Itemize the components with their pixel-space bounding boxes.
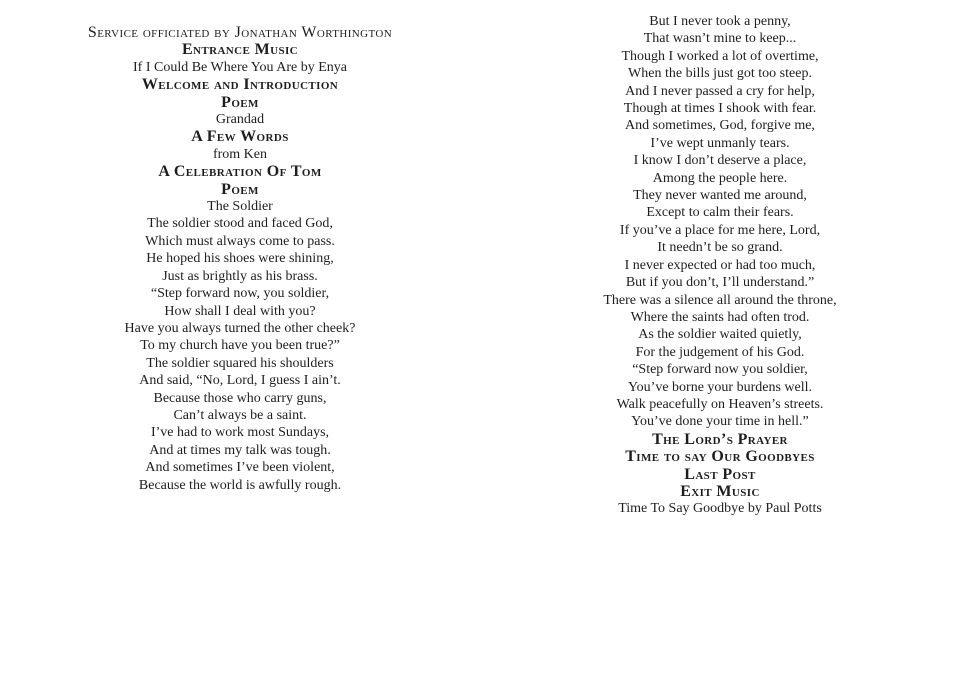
poem-line: They never wanted me around, [633, 188, 807, 204]
section-poem-the-soldier [0, 181, 480, 216]
poem-stanza [480, 13, 960, 83]
poem-stanza [480, 83, 960, 153]
poem-line: Though I worked a lot of overtime, [621, 48, 819, 64]
section-time-to-say-goodbyes [480, 448, 960, 465]
poem-line: Except to calm their fears. [646, 205, 794, 221]
poem-stanza [0, 215, 480, 285]
poem-line: I know I don’t deserve a place, [633, 153, 807, 169]
section-heading: Time to say Our Goodbyes [625, 448, 815, 466]
section-heading: Poem [221, 93, 259, 111]
section-detail: If I Could Be Where You Are by Enya [133, 59, 347, 75]
poem-line: “Step forward now you soldier, [632, 362, 808, 378]
poem-line: He hoped his shoes were shining, [146, 251, 334, 267]
poem-line: If you’ve a place for me here, Lord, [619, 222, 821, 238]
poem-stanza [480, 361, 960, 431]
right-page [480, 0, 960, 679]
officiant-line: Service officiated by Jonathan Worthington [87, 24, 393, 41]
poem-line: The soldier stood and faced God, [147, 216, 333, 232]
poem-line: There was a silence all around the throne, [603, 292, 837, 308]
section-heading: Poem [221, 180, 259, 198]
poem-line: And I never passed a cry for help, [625, 83, 815, 99]
poem-line: But if you don’t, I’ll understand.” [625, 275, 815, 291]
poem-line: As the soldier waited quietly, [638, 327, 802, 343]
section-welcome-introduction [0, 76, 480, 93]
poem-line: You’ve borne your burdens well. [627, 379, 813, 395]
poem-line: When the bills just got too steep. [628, 66, 812, 82]
poem-line: And at times my talk was tough. [149, 442, 331, 458]
section-detail: Grandad [215, 112, 265, 128]
section-detail: The Soldier [207, 199, 273, 215]
section-lords-prayer [480, 431, 960, 448]
poem-line: I never expected or had too much, [624, 257, 816, 273]
section-entrance-music [0, 41, 480, 76]
section-heading: A Celebration Of Tom [158, 163, 322, 181]
poem-line: Walk peacefully on Heaven’s streets. [616, 396, 824, 412]
poem-line: That wasn’t mine to keep... [643, 31, 797, 47]
poem-line: For the judgement of his God. [635, 344, 805, 360]
poem-line: The soldier squared his shoulders [146, 355, 334, 371]
poem-line: And sometimes, God, forgive me, [625, 118, 815, 134]
poem-stanza [480, 222, 960, 292]
poem-line: “Step forward now, you soldier, [150, 286, 330, 302]
poem-stanza [480, 152, 960, 222]
poem-line: Because the world is awfully rough. [138, 477, 342, 493]
poem-line: And sometimes I’ve been violent, [145, 460, 335, 476]
poem-line: Though at times I shook with fear. [623, 101, 817, 117]
poem-line: I’ve wept unmanly tears. [650, 135, 790, 151]
poem-stanza [0, 424, 480, 494]
section-heading: Entrance Music [181, 41, 299, 59]
section-poem-grandad [0, 94, 480, 129]
poem-line: Just as brightly as his brass. [162, 268, 318, 284]
poem-line: How shall I deal with you? [164, 303, 316, 319]
poem-line: Where the saints had often trod. [630, 309, 810, 325]
poem-line: But I never took a penny, [649, 14, 791, 29]
poem-line: Because those who carry guns, [153, 390, 327, 406]
section-heading: Last Post [684, 465, 756, 483]
section-last-post [480, 466, 960, 483]
section-heading: The Lord’s Prayer [652, 430, 788, 448]
poem-line: Can’t always be a saint. [173, 407, 307, 423]
poem-line: I’ve had to work most Sundays, [150, 425, 330, 441]
section-a-few-words [0, 128, 480, 163]
poem-line: To my church have you been true?” [140, 338, 340, 354]
poem-line: Which must always come to pass. [145, 233, 335, 249]
poem-line: It needn’t be so grand. [657, 240, 783, 256]
section-detail: from Ken [212, 146, 268, 162]
section-heading: Welcome and Introduction [141, 76, 339, 94]
poem-stanza [480, 292, 960, 362]
section-heading: Exit Music [680, 482, 760, 500]
poem-line: And said, “No, Lord, I guess I ain’t. [139, 373, 341, 389]
poem-line: Have you always turned the other cheek? [124, 320, 356, 336]
poem-line: You’ve done your time in hell.” [631, 414, 809, 430]
section-heading: A Few Words [191, 128, 289, 146]
section-exit-music [480, 483, 960, 518]
section-detail: Time To Say Goodbye by Paul Potts [618, 501, 822, 517]
section-celebration-of-tom [0, 163, 480, 180]
poem-stanza [0, 285, 480, 355]
poem-stanza [0, 355, 480, 425]
poem-line: Among the people here. [652, 170, 788, 186]
